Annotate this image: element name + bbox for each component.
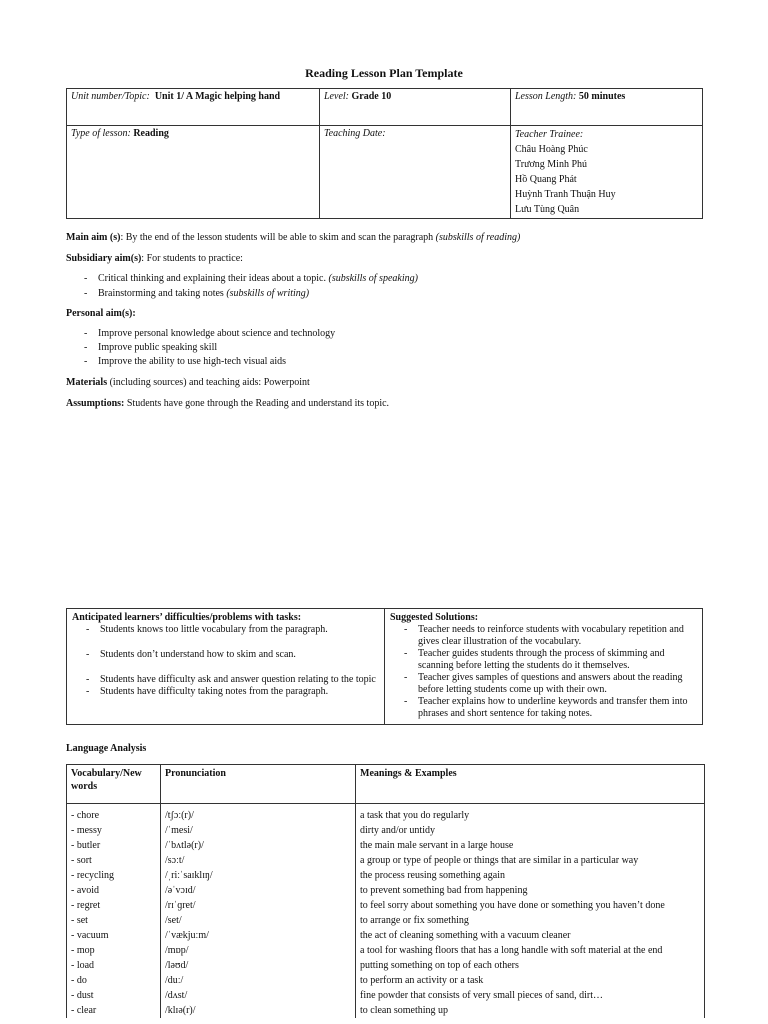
vocab-meaning: the process reusing something again xyxy=(356,868,705,883)
vocab-word: - recycling xyxy=(67,868,161,883)
vocab-meaning: the main male servant in a large house xyxy=(356,838,705,853)
vocab-pronunciation: /ˈbʌtlə(r)/ xyxy=(161,838,356,853)
vocab-meaning: a group or type of people or things that are similar in a particular way xyxy=(356,853,705,868)
vocab-pronunciation: /ləʊd/ xyxy=(161,958,356,973)
vocab-meaning: fine powder that consists of very small pieces of sand, dirt… xyxy=(356,988,705,1003)
vocab-word: - set xyxy=(67,913,161,928)
list-item: - Brainstorming and taking notes (subskills of writing) xyxy=(84,287,706,300)
list-item: - Students don’t understand how to skim and scan. xyxy=(86,649,379,661)
vocab-pronunciation: /ˌriːˈsaɪklɪŋ/ xyxy=(161,868,356,883)
vocab-pronunciation: /set/ xyxy=(161,913,356,928)
subsidiary-text: : For students to practice: xyxy=(141,253,243,264)
table-row xyxy=(67,853,705,868)
table-row xyxy=(67,973,705,988)
level-label: Level: xyxy=(324,91,349,102)
unit-label: Unit number/Topic: xyxy=(71,91,150,102)
vocab-meaning: to arrange or fix something xyxy=(356,913,705,928)
trainee-name: Châu Hoàng Phúc xyxy=(515,144,588,155)
vocab-pronunciation: /əˈvɔɪd/ xyxy=(161,883,356,898)
table-row xyxy=(67,943,705,958)
main-aim-note: (subskills of reading) xyxy=(435,232,521,243)
vocab-meaning: dirty and/or untidy xyxy=(356,823,705,838)
trainee-label: Teacher Trainee: xyxy=(515,129,584,140)
vocab-word: - dust xyxy=(67,988,161,1003)
list-item: - Teacher gives samples of questions and answers about the reading before letting students come up with their own. xyxy=(404,672,697,696)
vocab-word: - sort xyxy=(67,853,161,868)
vocab-pronunciation: /tʃɔː(r)/ xyxy=(161,804,356,824)
table-row xyxy=(67,913,705,928)
unit-value: Unit 1/ A Magic helping hand xyxy=(154,91,281,102)
list-item: - Improve personal knowledge about science and technology xyxy=(84,327,706,340)
type-cell xyxy=(67,126,320,219)
vocab-word: - messy xyxy=(67,823,161,838)
date-cell xyxy=(320,126,511,219)
difficulties-header: Anticipated learners’ difficulties/problems with tasks: xyxy=(72,612,302,623)
subsidiary-label: Subsidiary aim(s) xyxy=(66,253,142,264)
difficulties-table xyxy=(66,608,703,725)
length-label: Lesson Length: xyxy=(515,91,577,102)
vocab-word: - load xyxy=(67,958,161,973)
table-row xyxy=(67,958,705,973)
table-row xyxy=(67,838,705,853)
difficulties-cell xyxy=(67,609,385,725)
length-cell xyxy=(511,89,703,126)
language-analysis-title: Language Analysis xyxy=(66,743,147,754)
vocab-pronunciation: /ˈmesi/ xyxy=(161,823,356,838)
vocab-word: - chore xyxy=(67,804,161,824)
trainee-cell xyxy=(511,126,703,219)
table-row xyxy=(67,868,705,883)
table-row xyxy=(67,928,705,943)
vocab-pronunciation: /dʌst/ xyxy=(161,988,356,1003)
list-item: - Critical thinking and explaining their ideas about a topic. (subskills of speaking) xyxy=(84,272,706,285)
vocab-word: - butler xyxy=(67,838,161,853)
table-row xyxy=(67,898,705,913)
vocab-pronunciation: /klɪə(r)/ xyxy=(161,1003,356,1018)
vocab-meaning: to prevent something bad from happening xyxy=(356,883,705,898)
table-row xyxy=(67,883,705,898)
vocab-meaning: putting something on top of each others xyxy=(356,958,705,973)
date-label: Teaching Date: xyxy=(324,128,386,139)
table-row xyxy=(67,823,705,838)
trainee-name: Lưu Tùng Quân xyxy=(515,204,580,215)
vocab-meaning: to perform an activity or a task xyxy=(356,973,705,988)
materials-label: Materials xyxy=(66,377,108,388)
vocab-word: - regret xyxy=(67,898,161,913)
lesson-header-table xyxy=(66,88,703,219)
vocab-meaning: the act of cleaning something with a vacuum cleaner xyxy=(356,928,705,943)
trainee-name: Huỳnh Tranh Thuận Huy xyxy=(515,189,616,200)
level-value: Grade 10 xyxy=(351,91,392,102)
column-header: Vocabulary/New words xyxy=(67,765,161,804)
list-item: - Teacher explains how to underline keywords and transfer them into phrases and short sentence for taking notes. xyxy=(404,696,697,720)
assumptions-text: Students have gone through the Reading and understand its topic. xyxy=(124,398,390,409)
materials xyxy=(66,376,706,389)
vocab-pronunciation: /sɔːt/ xyxy=(161,853,356,868)
main-aim xyxy=(66,231,706,244)
table-row xyxy=(67,804,705,824)
document-title: Reading Lesson Plan Template xyxy=(305,66,463,80)
vocab-pronunciation: /ˈvækjuːm/ xyxy=(161,928,356,943)
level-cell xyxy=(320,89,511,126)
list-item: - Students knows too little vocabulary from the paragraph. xyxy=(86,624,379,636)
vocab-word: - vacuum xyxy=(67,928,161,943)
vocab-meaning: a tool for washing floors that has a long handle with soft material at the end xyxy=(356,943,705,958)
list-item: - Students have difficulty ask and answer question relating to the topic xyxy=(86,674,379,686)
trainee-name: Trương Minh Phú xyxy=(515,159,588,170)
assumptions xyxy=(66,397,706,410)
vocab-pronunciation: /rɪˈɡret/ xyxy=(161,898,356,913)
vocab-word: - avoid xyxy=(67,883,161,898)
vocabulary-table xyxy=(66,764,705,1018)
main-aim-text: : By the end of the lesson students will be able to skim and scan the paragraph xyxy=(120,232,436,243)
vocab-meaning: a task that you do regularly xyxy=(356,804,705,824)
column-header: Meanings & Examples xyxy=(356,765,705,804)
vocab-word: - do xyxy=(67,973,161,988)
list-item: - Improve public speaking skill xyxy=(84,341,706,354)
type-value: Reading xyxy=(133,128,169,139)
trainee-name: Hồ Quang Phát xyxy=(515,174,577,185)
personal-label: Personal aim(s): xyxy=(66,308,136,319)
materials-text: (including sources) and teaching aids: Powerpoint xyxy=(107,377,310,388)
type-label: Type of lesson: xyxy=(71,128,131,139)
solutions-cell xyxy=(385,609,703,725)
vocab-pronunciation: /duː/ xyxy=(161,973,356,988)
vocab-word: - clear xyxy=(67,1003,161,1018)
vocab-pronunciation: /mɒp/ xyxy=(161,943,356,958)
list-item: - Improve the ability to use high-tech visual aids xyxy=(84,355,706,368)
length-value: 50 minutes xyxy=(578,91,626,102)
table-row xyxy=(67,1003,705,1018)
vocab-meaning: to clean something up xyxy=(356,1003,705,1018)
unit-cell xyxy=(67,89,320,126)
list-item: - Teacher guides students through the process of skimming and scanning before letting the students do it themselves. xyxy=(404,648,697,672)
list-item: - Students have difficulty taking notes from the paragraph. xyxy=(86,686,379,698)
personal-aims xyxy=(66,307,706,368)
solutions-header: Suggested Solutions: xyxy=(390,612,479,623)
subsidiary-aims xyxy=(66,252,706,300)
assumptions-label: Assumptions: xyxy=(66,398,125,409)
vocab-word: - mop xyxy=(67,943,161,958)
table-row xyxy=(67,988,705,1003)
vocabulary-rows xyxy=(67,804,705,1019)
column-header: Pronunciation xyxy=(161,765,356,804)
list-item: - Teacher needs to reinforce students with vocabulary repetition and gives clear illustration of the vocabulary. xyxy=(404,624,697,648)
vocab-meaning: to feel sorry about something you have done or something you haven’t done xyxy=(356,898,705,913)
main-aim-label: Main aim (s) xyxy=(66,232,121,243)
